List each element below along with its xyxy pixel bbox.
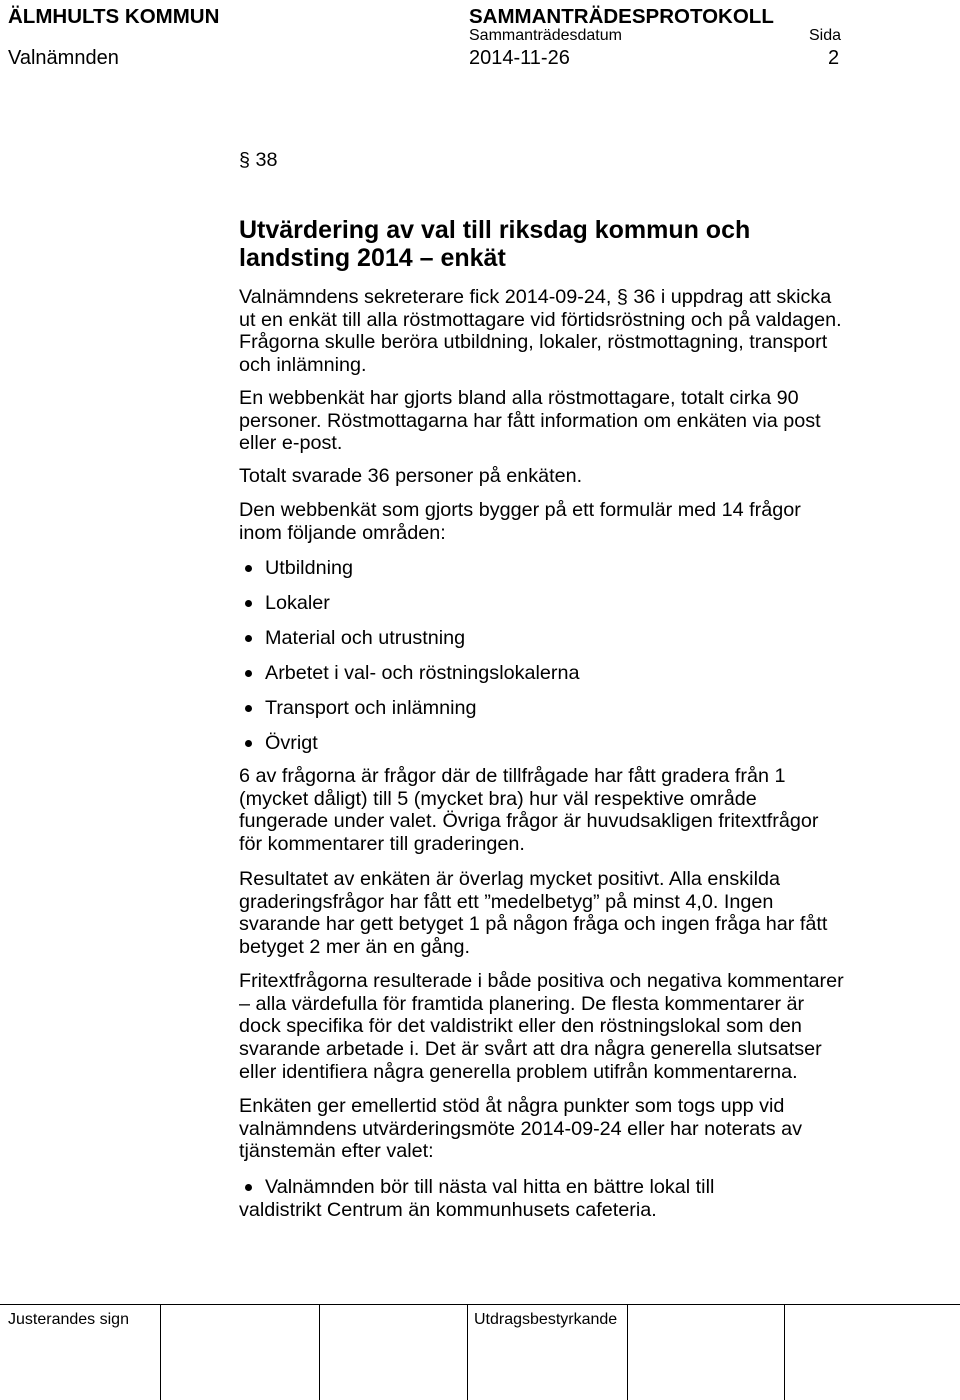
footer-cell-border: [160, 1304, 161, 1400]
bullet-icon: [245, 740, 252, 747]
paragraph-support: [239, 1095, 802, 1163]
text-line: fungerade under valet. Övriga frågor är huvudsakligen fritextfrågor: [239, 810, 819, 833]
text-line: eller e-post.: [239, 432, 343, 455]
section-number-text: § 38: [239, 149, 278, 171]
text-line: graderingsfrågor har fått ett ”medelbetyg” på minst 4,0. Ingen: [239, 890, 774, 913]
text-line: Frågorna skulle beröra utbildning, lokaler, röstmottagning, transport: [239, 331, 828, 354]
bullet-icon: [245, 670, 252, 677]
list-item: [239, 627, 839, 650]
footer-cell-border: [319, 1304, 320, 1400]
bullet-icon: [245, 600, 252, 607]
text-line: ut en enkät till alla röstmottagare vid förtidsröstning och på valdagen.: [239, 308, 842, 331]
list-item-label: Övrigt: [265, 732, 318, 754]
text-line: Den webbenkät som gjorts bygger på ett formulär med 14 frågor: [239, 499, 801, 521]
document-type: SAMMANTRÄDESPROTOKOLL: [469, 5, 774, 28]
bullet-icon: [245, 565, 252, 572]
bullet-icon: [245, 705, 252, 712]
list-item: [239, 732, 839, 755]
organization-name: ÄLMHULTS KOMMUN: [8, 5, 220, 28]
bullet-icon: [245, 1184, 252, 1191]
text-line: Totalt svarade 36 personer på enkäten.: [239, 465, 583, 487]
page-label: Sida: [809, 27, 842, 44]
text-line: En webbenkät har gjorts bland alla röstmottagare, totalt cirka 90: [239, 387, 799, 409]
bullet-icon: [245, 635, 252, 642]
list-item: [239, 697, 839, 720]
page-number: 2: [828, 47, 840, 69]
list-item: [239, 557, 839, 580]
text-line: Enkäten ger emellertid stöd åt några punkter som togs upp vid: [239, 1095, 785, 1117]
section-number: [239, 149, 278, 172]
text-line: tjänstemän efter valet:: [239, 1140, 434, 1163]
footer-cell-border: [467, 1304, 468, 1400]
text-line: betyget 2 mer än en gång.: [239, 936, 470, 959]
text-line: svarande har gett betyget 1 på någon fråga och ingen fråga har fått: [239, 913, 828, 936]
list-item-label: Utbildning: [265, 557, 353, 579]
text-line: Resultatet av enkäten är överlag mycket positivt. Alla enskilda: [239, 868, 780, 890]
text-line: Fritextfrågorna resulterade i både positiva och negativa kommentarer: [239, 970, 844, 992]
text-line: och inlämning.: [239, 354, 367, 377]
committee-name: Valnämnden: [8, 47, 119, 69]
paragraph-form: [239, 499, 801, 544]
text-line: eller identifiera några generella problem utifrån kommentarerna.: [239, 1060, 798, 1083]
list-item-label: Material och utrustning: [265, 627, 466, 649]
text-line: Valnämndens sekreterare fick 2014-09-24, § 36 i uppdrag att skicka: [239, 286, 832, 308]
text-line: valdistrikt Centrum än kommunhusets cafeteria.: [239, 1198, 657, 1221]
text-line: för kommentarer till graderingen.: [239, 833, 525, 856]
paragraph-survey: [239, 387, 821, 455]
list-item-label: Arbetet i val- och röstningslokalerna: [265, 662, 580, 684]
text-line: 6 av frågorna är frågor där de tillfrågade har fått gradera från 1: [239, 765, 786, 787]
meeting-date: 2014-11-26: [469, 47, 570, 69]
text-line: (mycket dåligt) till 5 (mycket bra) hur väl respektive område: [239, 787, 757, 810]
text-line: valnämndens utvärderingsmöte 2014-09-24 eller har noterats av: [239, 1117, 802, 1140]
list-item: [239, 592, 839, 615]
bullet-point: [239, 1176, 714, 1221]
footer-cell-border: [784, 1304, 785, 1400]
paragraph-grading: [239, 765, 818, 856]
list-item-label: Transport och inlämning: [265, 697, 477, 719]
text-line: dock specifika för det valdistrikt eller den röstningslokal som den: [239, 1015, 802, 1038]
meeting-date-label: Sammanträdesdatum: [469, 27, 622, 44]
title-line: landsting 2014 – enkät: [239, 244, 506, 272]
paragraph-responses: [239, 465, 582, 488]
list-item: [239, 662, 839, 685]
paragraph-freetext: [239, 970, 844, 1083]
adjuster-signature-label: Justerandes sign: [8, 1311, 129, 1328]
section-title: [239, 216, 750, 272]
footer-divider: [0, 1304, 960, 1305]
text-line: svarande arbetade i. Det är svårt att dra några generella slutsatser: [239, 1038, 822, 1061]
text-line: – alla värdefulla för framtida planering. De flesta kommentarer är: [239, 992, 805, 1015]
footer-cell-border: [627, 1304, 628, 1400]
text-line: personer. Röstmottagarna har fått information om enkäten via post: [239, 409, 821, 432]
text-line: inom följande områden:: [239, 521, 446, 544]
paragraph-results: [239, 868, 827, 959]
list-item-label: Lokaler: [265, 592, 330, 614]
title-line: Utvärdering av val till riksdag kommun och: [239, 216, 751, 244]
text-line: Valnämnden bör till nästa val hitta en bättre lokal till: [265, 1176, 715, 1198]
extract-certification-label: Utdragsbestyrkande: [474, 1311, 618, 1328]
paragraph-intro: [239, 286, 842, 377]
